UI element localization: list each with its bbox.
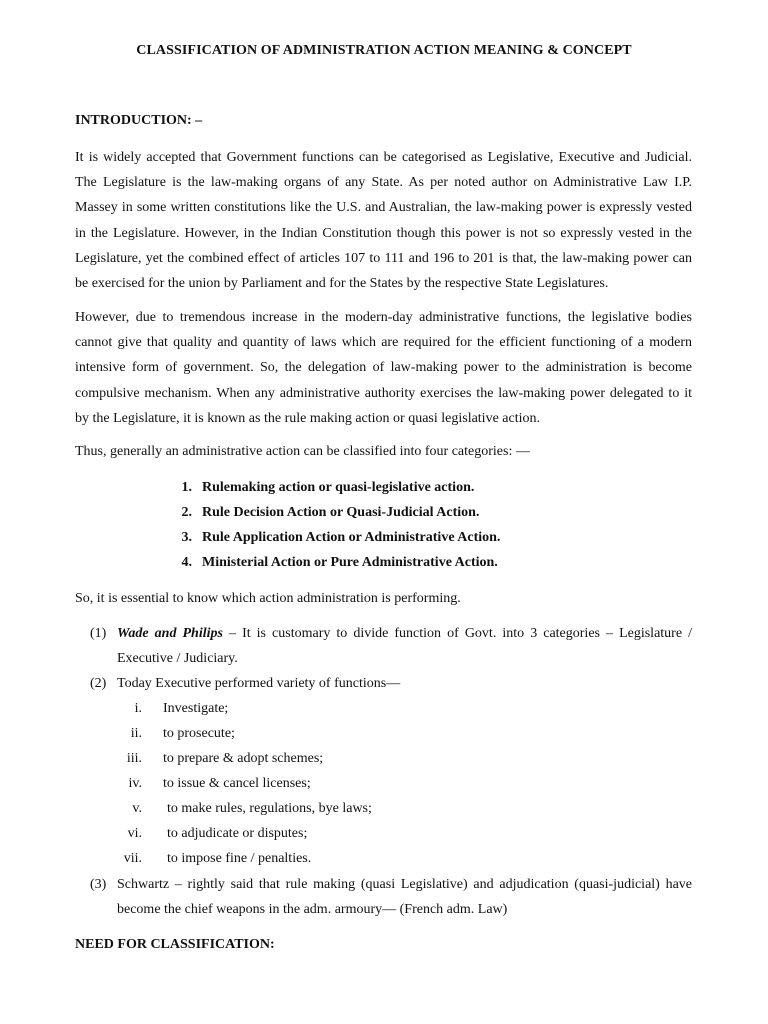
list-item-number: iv. [128,776,142,791]
list-item-text: to issue & cancel licenses; [163,776,311,791]
list-item-text: to make rules, regulations, bye laws; [167,801,372,816]
list-item-number: iii. [126,751,142,766]
point-text: – It is customary to divide function of Govt. into 3 categories – Legislature / Executive / Judiciary. [117,626,692,666]
paragraph-delegation: However, due to tremendous increase in the modern-day administrative functions, the legislative bodies cannot give that quality and quantity of laws which are required for the efficient functioning of a modern intensive form of government. So, the delegation of law-making power to the administration is become compulsive mechanism. When any administrative authority exercises the law-making power delegated to it by the Legislature, it is known as the rule making action or quasi legislative action. [75,310,692,426]
list-item-text: Rule Application Action or Administrative Action. [202,530,501,545]
point-number: (3) [90,877,107,892]
list-item-number: 2. [181,505,192,520]
list-item-number: 4. [181,555,192,570]
list-item-text: to adjudicate or disputes; [167,826,308,841]
list-item-number: vii. [123,851,142,866]
list-item-text: Investigate; [163,701,229,716]
paragraph-intro: It is widely accepted that Government functions can be categorised as Legislative, Executive and Judicial. The Legislature is the law-making organs of any State. As per noted author on Administrative Law I.P. Massey in some written constitutions like the U.S. and Australian, the law-making power is expressly vested in the Legislature. However, in the Indian Constitution though this power is not so expressly vested in the Legislature, yet the combined effect of articles 107 to 111 and 196 to 201 is that, the law-making power can be exercised for the union by Parliament and for the States by the respective State Legislatures. [75,150,692,292]
list-item-text: to impose fine / penalties. [167,851,312,866]
introduction-heading: INTRODUCTION: – [75,113,203,128]
categories-intro: Thus, generally an administrative action can be classified into four categories: — [75,444,530,459]
point-number: (1) [90,626,107,641]
list-item-number: v. [132,801,142,816]
list-item-text: Ministerial Action or Pure Administrative Action. [202,555,498,570]
list-item-number: 3. [181,530,192,545]
list-item-text: to prepare & adopt schemes; [163,751,324,766]
list-item-number: i. [134,701,142,716]
point-text: Today Executive performed variety of functions— [117,676,401,691]
point-number: (2) [90,676,107,691]
list-item-text: Rulemaking action or quasi-legislative action. [202,480,475,495]
list-item-text: Rule Decision Action or Quasi-Judicial Action. [202,505,480,520]
list-item-number: vi. [127,826,142,841]
essential-line: So, it is essential to know which action administration is performing. [75,591,461,606]
author-name: Wade and Philips [117,626,223,641]
list-item-number: ii. [130,726,142,741]
need-for-classification-heading: NEED FOR CLASSIFICATION: [75,937,275,952]
list-item-text: to prosecute; [163,726,235,741]
point-wade-philips [117,621,692,671]
point-schwartz: Schwartz – rightly said that rule making (quasi Legislative) and adjudication (quasi-judicial) have become the chief weapons in the adm. armoury— (French adm. Law) [117,877,692,917]
list-item-number: 1. [181,480,192,495]
document-title: CLASSIFICATION OF ADMINISTRATION ACTION MEANING & CONCEPT [136,43,632,58]
